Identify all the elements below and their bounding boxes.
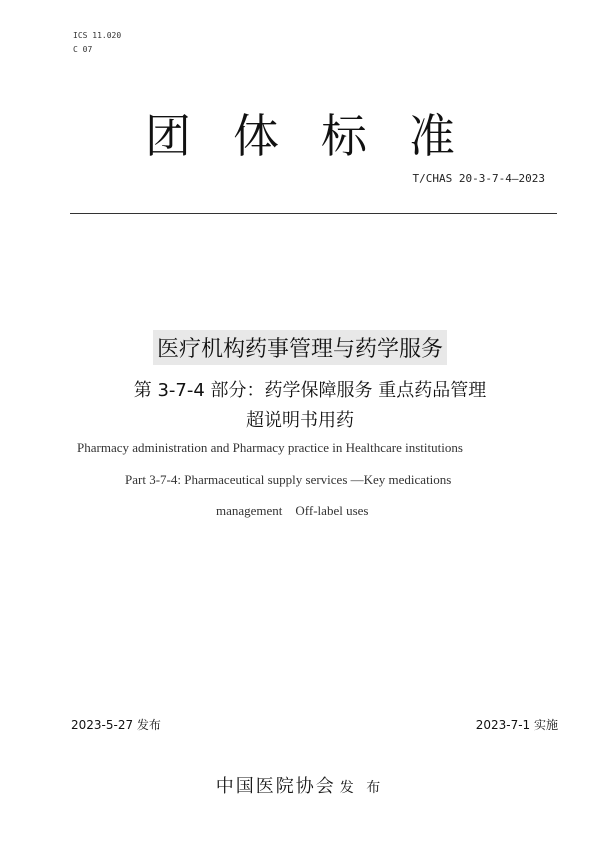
standard-code: T/CHAS 20-3-7-4—2023 (412, 172, 545, 185)
issuing-organization (0, 772, 600, 798)
ics-code: ICS 11.020 (73, 31, 122, 40)
standard-type-title: 团体标准 (145, 109, 497, 163)
cn-main-title: 医疗机构药事管理与药学服务 (153, 330, 447, 365)
header-divider (70, 213, 557, 214)
ccs-code: C 07 (73, 45, 93, 54)
issue-date: 2023-5-27 发布 (71, 718, 161, 732)
cn-title-wrap (0, 330, 600, 365)
en-title-line1: Pharmacy administration and Pharmacy practice in Healthcare institutions (77, 440, 463, 455)
cn-part-title-line1: 第 3-7-4 部分：药学保障服务 重点药品管理 (133, 380, 487, 401)
org-suffix: 发 布 (339, 780, 385, 796)
org-name: 中国医院协会 (215, 776, 336, 797)
cn-part-title-line2: 超说明书用药 (246, 410, 354, 431)
en-title-line2: Part 3-7-4: Pharmaceutical supply services —Key medications (125, 472, 452, 487)
implement-date: 2023-7-1 实施 (475, 718, 558, 732)
en-title-line3: management Off-label uses (216, 503, 369, 518)
